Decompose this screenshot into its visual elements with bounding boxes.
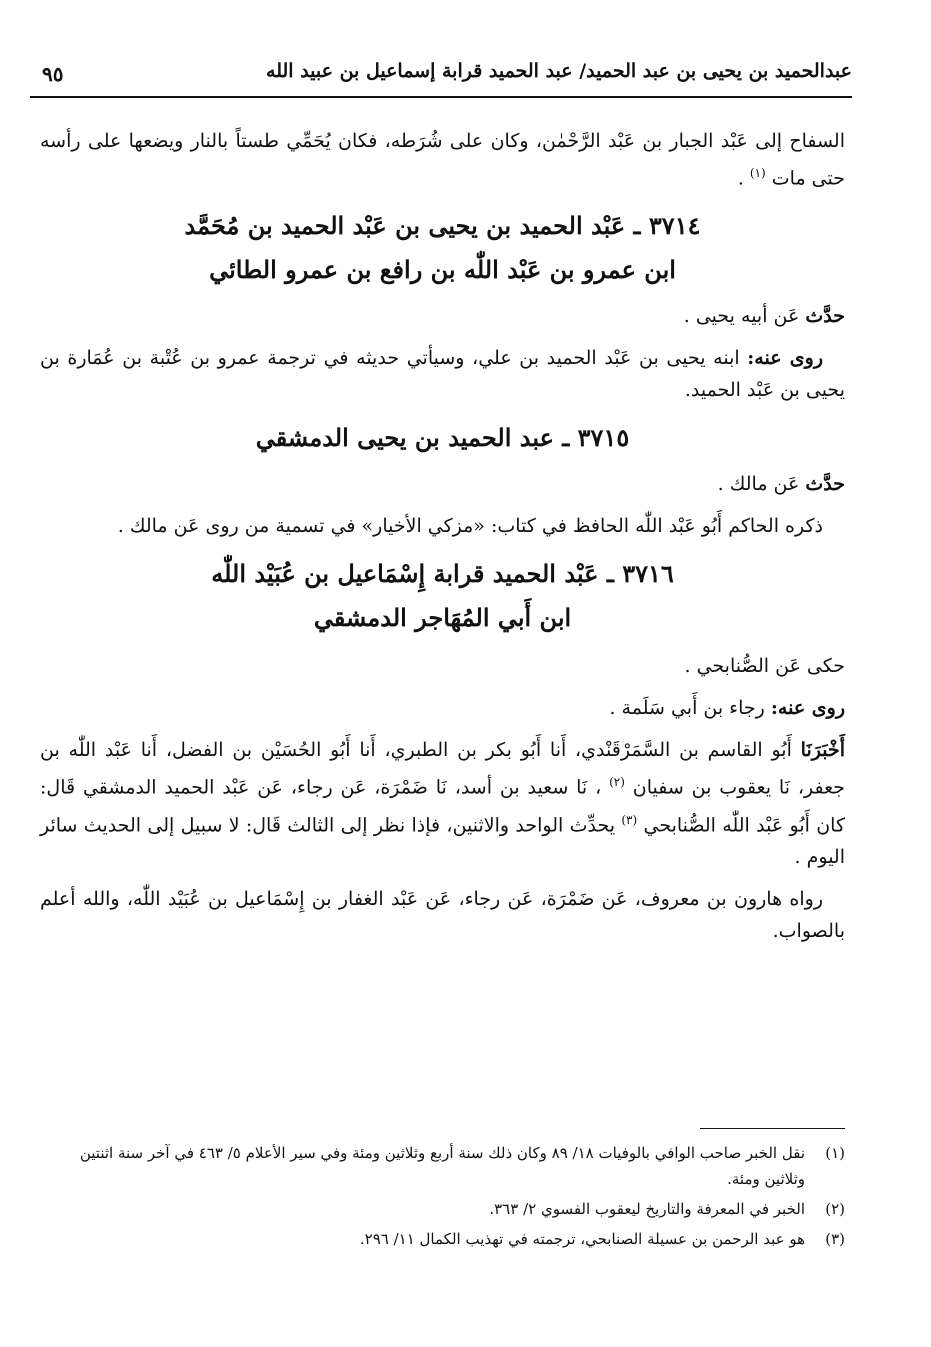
entry-3716-title [40,552,845,640]
footnote-number: (١) [825,1144,845,1162]
footnote-divider [700,1128,845,1129]
footnote-ref-3: (٣) [621,812,638,827]
page-number: ٩٥ [42,62,64,86]
entry-3716-isnad [40,734,845,873]
rawa-label: روى عنه: [770,697,845,720]
akhbarana-label: أَخْبَرَنَا [800,739,845,762]
entry-3714-title-line2: ابن عمرو بن عَبْد اللّٰه بن رافع بن عمرو الطائي [209,255,676,285]
footnotes [40,1140,845,1256]
rawa-text: رجاء بن أَبي سَلَمة . [609,697,765,720]
hadith-text: عَن أبيه يحيى . [683,305,800,328]
rawa-label: روى عنه: [747,347,823,370]
intro-text: السفاح إلى عَبْد الجبار بن عَبْد الرَّحْمٰن، وكان على شُرَطه، فكان يُحَمِّي طستاً بالنار ويضعها على رأسه حتى مات [40,130,845,190]
rawa-text: ابنه يحيى بن عَبْد الحميد بن علي، وسيأتي حديثه في ترجمة عمرو بن عُتْبة بن عُمَارة بن يحيى بن عَبْد الحميد. [40,347,845,402]
header-title: عبدالحميد بن يحيى بن عبد الحميد/ عبد الحميد قرابة إسماعيل بن عبيد الله [266,60,852,82]
entry-3714-rawa [40,342,845,406]
intro-paragraph: السفاح إلى عَبْد الجبار بن عَبْد الرَّحْمٰن، وكان على شُرَطه، فكان يُحَمِّي طستاً بالنار ويضعها على رأسه حتى مات $^{(١)}$ . [40,130,845,190]
hadith-label: حدَّث [805,305,845,328]
hadith-text: عَن مالك . [717,473,800,496]
entry-3715-title: ٣٧١٥ ـ عبد الحميد بن يحيى الدمشقي [255,423,630,453]
footnote-number: (٣) [825,1230,845,1248]
footnote-text: الخبر في المعرفة والتاريخ ليعقوب الفسوي ٢/ ٣٦٣. [489,1200,805,1218]
entry-3716-haka: حكى عَن الصُّنابحي . [684,655,845,678]
footnote-text: هو عبد الرحمن بن عسيلة الصنابحي، ترجمته في تهذيب الكمال ١١/ ٢٩٦. [359,1230,805,1248]
footnote-number: (٢) [825,1200,845,1218]
entry-3715-text: ذكره الحاكم أَبُو عَبْد اللّٰه الحافظ في كتاب: «مزكي الأخيار» في تسمية من روى عَن مالك . [117,515,823,538]
footnote-item [40,1196,845,1222]
entry-3716-closing: رواه هارون بن معروف، عَن ضَمْرَة، عَن رجاء، عَن عَبْد الغفار بن إِسْمَاعيل بن عُبَيْد اللّٰه، والله أعلم بالصواب. [40,887,845,942]
isnad-text-3: يحدِّث الواحد والاثنين، فإذا نظر إلى الثالث قَال: لا سبيل إلى الحديث سائر اليوم . [40,813,845,868]
entry-3716-title-line1: ٣٧١٦ ـ عَبْد الحميد قرابة إِسْمَاعيل بن عُبَيْد اللّٰه [211,559,674,589]
entry-3714-hadith [40,300,845,332]
main-text [40,125,845,957]
isnad-text-2: ، نَا سعيد بن أسد، نَا ضَمْرَة، عَن رجاء، عَن عَبْد الحميد الدمشقي قَال: كان أَبُو عَبْد اللّٰه الصُّنابحي [40,776,845,836]
entry-3716-title-line2: ابن أَبي المُهَاجر الدمشقي [313,603,572,633]
entry-3715-hadith [40,468,845,500]
entry-3714-title-line1: ٣٧١٤ ـ عَبْد الحميد بن يحيى بن عَبْد الحميد بن مُحَمَّد [184,211,701,241]
footnote-item [40,1140,845,1192]
footnote-item [40,1226,845,1252]
footnote-text: نقل الخبر صاحب الوافي بالوفيات ١٨/ ٨٩ وكان ذلك سنة أربع وثلاثين ومئة وفي سير الأعلام ٥/ ٤٦٣ في آخر سنة اثنتين وثلاثين ومئة. [79,1144,805,1188]
footnote-ref-2: (٢) [609,775,625,790]
hadith-label: حدَّث [805,473,845,496]
footnote-ref-1: (١) [749,166,766,180]
entry-3716-rawa [40,692,845,724]
entry-3714-title [40,204,845,292]
running-header [30,56,852,98]
isnad-text-1: أَبُو القاسم بن السَّمَرْقَنْدي، أَنا أَبُو بكر بن الطبري، أَنا أَبُو الحُسَيْن بن الفضل، أَنا عَبْد اللّٰه بن جعفر، نَا يعقوب بن سفيان [40,739,845,799]
